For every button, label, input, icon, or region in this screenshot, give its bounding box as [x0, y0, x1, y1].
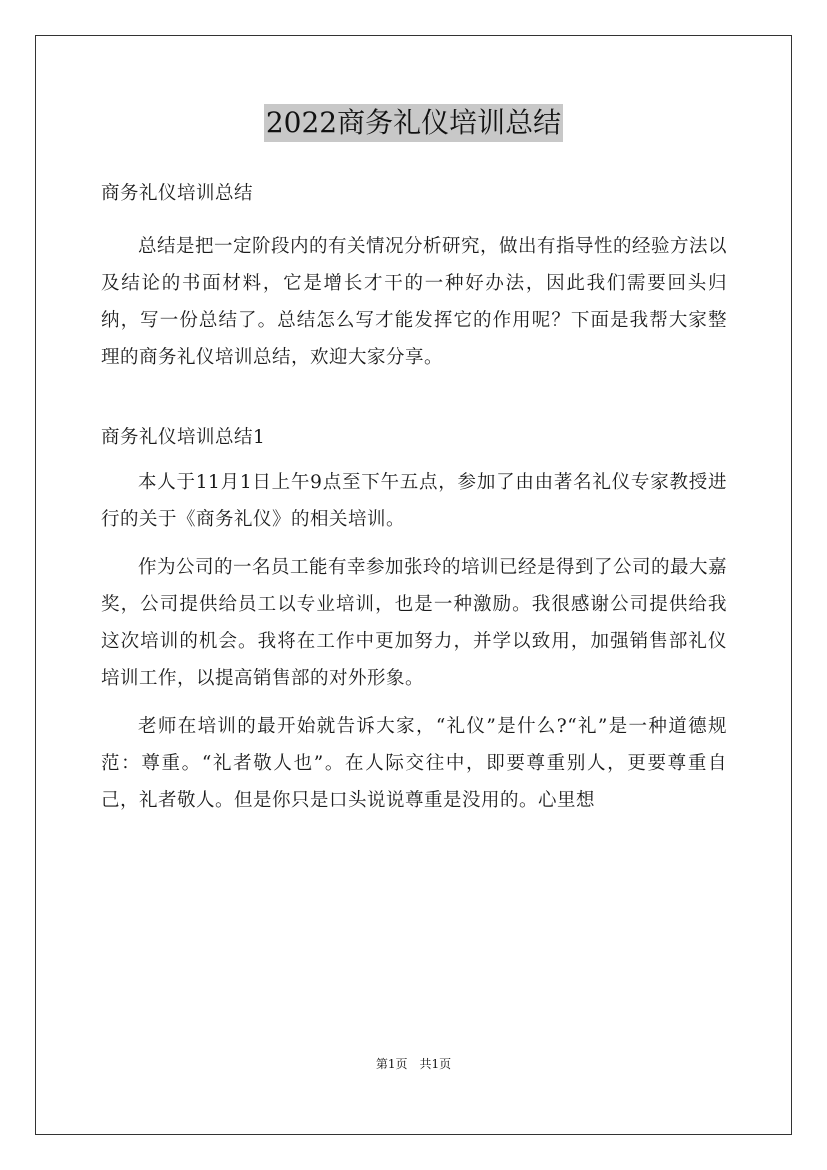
body-paragraph-2: 作为公司的一名员工能有幸参加张玲的培训已经是得到了公司的最大嘉奖，公司提供给员工以专业培训，也是一种激励。我很感谢公司提供给我这次培训的机会。我将在工作中更加努力，并学以致用，加强销售部礼仪培训工作，以提高销售部的对外形象。 — [101, 557, 728, 689]
document-title: 2022商务礼仪培训总结 — [264, 104, 563, 142]
page-footer: 第1页 共1页 — [375, 1057, 452, 1071]
body-paragraph-1: 本人于11月1日上午9点至下午五点，参加了由由著名礼仪专家教授进行的关于《商务礼仪》的相关培训。 — [101, 472, 727, 530]
title-wrap — [0, 104, 827, 142]
document-body — [101, 175, 727, 830]
body-paragraph-3: 老师在培训的最开始就告诉大家，“礼仪”是什么?“礼”是一种道德规范：尊重。“礼者敬人也”。在人际交往中，即要尊重别人，更要尊重自己，礼者敬人。但是你只是口头说说尊重是没用的。心里想 — [101, 716, 727, 811]
intro-paragraph: 总结是把一定阶段内的有关情况分析研究，做出有指导性的经验方法以及结论的书面材料，它是增长才干的一种好办法，因此我们需要回头归纳，写一份总结了。总结怎么写才能发挥它的作用呢？下面是我帮大家整理的商务礼仪培训总结，欢迎大家分享。 — [101, 236, 728, 368]
section-heading: 商务礼仪培训总结1 — [101, 427, 266, 448]
document-subtitle: 商务礼仪培训总结 — [101, 183, 254, 204]
section-gap — [101, 387, 727, 419]
